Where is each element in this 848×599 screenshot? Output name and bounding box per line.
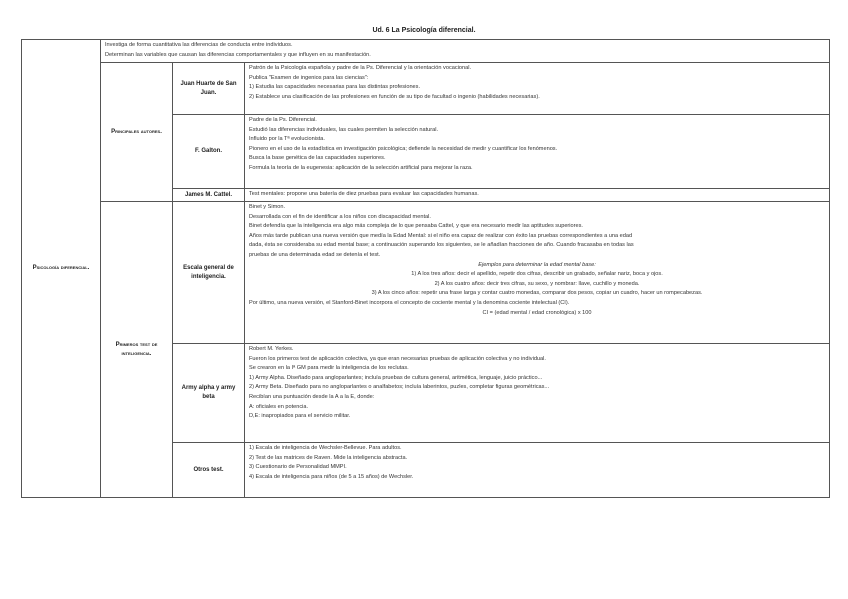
row-label-cell: Escala general de inteligencia. xyxy=(173,202,245,344)
row-label-cell: F. Galton. xyxy=(173,115,245,189)
row-label-cell: Otros test. xyxy=(173,443,245,498)
content-line: Binet y Simon. xyxy=(249,204,286,210)
content-line: Publica "Examen de ingenios para las ciencias": xyxy=(249,74,369,81)
row-label-cell: Juan Huarte de San Juan. xyxy=(173,63,245,115)
root-label-cell xyxy=(22,40,101,498)
content-line: Patrón de la Psicología española y padre de la Ps. Diferencial y la orientación vocacional. xyxy=(249,65,472,71)
content-line: 2) Test de las matrices de Raven. Mide la inteligencia abstracta. xyxy=(249,454,408,461)
content-line: 2) Army Beta. Diseñado para no angloparlantes o analfabetos; incluía laberintos, puzles, completar figuras geométricas... xyxy=(249,384,550,391)
content-line: Desarrollada con el fin de identificar a los niños con discapacidad mental. xyxy=(249,213,431,220)
section-label-cell xyxy=(101,202,173,498)
content-line: Estudió las diferencias individuales, las cuales permiten la selección natural. xyxy=(249,126,439,133)
content-line: Pionero en el uso de la estadística en investigación psicológica; defiende la necesidad de medir y cuantificar los fenómenos. xyxy=(249,145,558,152)
intro-line: Determinan las variables que causan las diferencias comportamentales y que influyen en su manifestación. xyxy=(105,51,371,58)
content-line: Test mentales: propone una batería de diez pruebas para evaluar las capacidades humanas. xyxy=(249,191,479,197)
content-line: dada, ésta se consideraba su edad mental base; a continuación superando los siguientes, se le añadían fracciones de año. Cuando fracasaba en todas las xyxy=(249,242,634,249)
example-line: 1) A los tres años: decir el apellido, repetir dos cifras, describir un grabado, señalar nariz, boca y ojos. xyxy=(411,271,663,278)
root-label: Psicología diferencial. xyxy=(32,265,90,271)
content-line: Padre de la Ps. Diferencial. xyxy=(249,117,317,123)
summary-table xyxy=(21,39,830,498)
example-line: 3) A los cinco años: repetir una frase larga y contar cuatro monedas, comparar dos pesos, copiar un cuadro, hacer un rompecabezas. xyxy=(371,290,703,297)
content-line: 4) Escala de inteligencia para niños (de 5 a 15 años) de Wechsler. xyxy=(249,473,414,480)
content-line: 1) Escala de inteligencia de Wechsler-Bellevue. Para adultos. xyxy=(249,445,402,451)
row-content xyxy=(245,443,830,498)
formula-line: CI = (edad mental / edad cronológica) x 100 xyxy=(482,309,592,316)
page-title: Ud. 6 La Psicología diferencial. xyxy=(372,27,476,34)
row-content xyxy=(245,202,830,344)
content-line: pruebas de una determinada edad se detenía el test. xyxy=(249,251,381,258)
row-content xyxy=(245,115,830,189)
intro-line: Investiga de forma cuantitativa las diferencias de conducta entre individuos. xyxy=(105,42,293,48)
content-line: Recibían una puntuación desde la A a la E, donde: xyxy=(249,393,375,400)
row-content xyxy=(245,63,830,115)
content-line: 1) Estudia las capacidades necesarias para las distintas profesiones. xyxy=(249,84,421,91)
row-label-cell: Army alpha y army beta xyxy=(173,344,245,443)
content-line: Influido por la Tª evolucionista. xyxy=(249,136,325,143)
content-line: Busca la base genética de las capacidades superiores. xyxy=(249,155,386,162)
content-line: 2) Establece una clasificación de las profesiones en función de su tipo de facultad o ingenio (habilidades necesarias). xyxy=(249,93,540,100)
content-line: 3) Cuestionario de Personalidad MMPI. xyxy=(249,464,347,471)
content-line: Robert M. Yerkes. xyxy=(249,346,294,352)
content-line: Se crearon en la Iª GM para medir la inteligencia de los reclutas. xyxy=(249,365,409,372)
section-label-cell xyxy=(101,63,173,202)
content-line: Binet defendía que la inteligencia era algo más compleja de lo que pensaba Cattel, y que era necesario medir las aptitudes superiores. xyxy=(249,223,583,230)
content-line: A: oficiales en potencia. xyxy=(249,403,309,410)
content-line: 1) Army Alpha. Diseñado para angloparlantes; incluía pruebas de cultura general, aritmética, lenguaje, juicio práctico... xyxy=(249,374,543,381)
example-line: 2) A los cuatro años: decir tres cifras, su sexo, y nombrar: llave, cuchillo y moneda. xyxy=(434,280,640,287)
section-label: Primeros test de inteligencia. xyxy=(115,341,158,357)
section-label: Principales autores. xyxy=(111,128,162,135)
content-line: Por último, una nueva versión, el Stanford-Binet incorpora el concepto de cociente mental y la denomina cociente intelectual (CI). xyxy=(249,299,570,306)
content-line: Años más tarde publican una nueva versión que medía la Edad Mental: si el niño era capaz de realizar con éxito las pruebas correspondientes a una edad xyxy=(249,232,633,239)
content-line: D,E: inapropiados para el servicio militar. xyxy=(249,413,351,420)
content-line: Formula la teoría de la eugenesia: aplicación de la selección artificial para mejorar la raza. xyxy=(249,164,473,171)
intro-cell xyxy=(101,40,830,63)
row-content xyxy=(245,344,830,443)
row-label-cell: James M. Cattel. xyxy=(173,189,245,202)
row-content xyxy=(245,189,830,202)
content-line: Fueron los primeros test de aplicación colectiva, ya que eran necesarias pruebas de aplicación colectiva y no individual. xyxy=(249,355,546,362)
example-line: Ejemplos para determinar la edad mental base: xyxy=(478,261,596,268)
